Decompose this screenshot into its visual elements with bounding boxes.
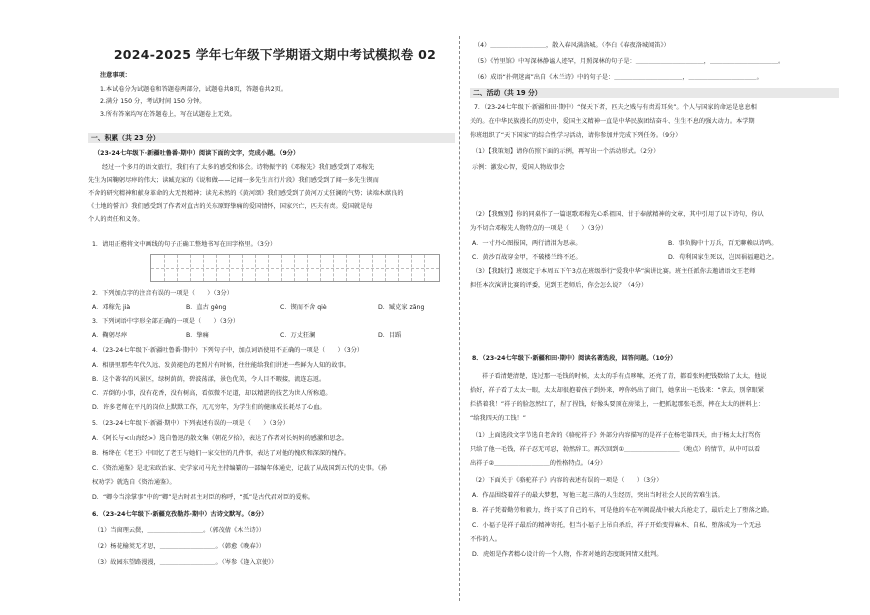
- q7-sub-2-line-1: （2）【我甄别】你的同桌作了一篇讴歌邓稼先心系祖国、甘于奉献精神的文章，其中引用了以下诗句，你认: [472, 211, 764, 218]
- grid-line: [398, 255, 399, 281]
- q5-option-d: D．“卿今当涂掌事”中的“卿”是古时君主对臣的称呼，“孤”是古代君对臣的爱称。: [92, 494, 314, 501]
- q8-option-c: C．小福子是祥子最后的精神寄托，但当小福子上吊自杀后，祥子开始变得麻木、自私、堕落成为一个无忌: [472, 522, 761, 529]
- q6-item-3: （3）故园东望路漫漫，＿＿＿＿＿＿＿＿＿。（岑参《逢入京使》）: [94, 559, 278, 566]
- q6-item-2: （2）杨花榆荚无才思，＿＿＿＿＿＿＿＿＿。（韩愈《晚春》）: [94, 543, 265, 550]
- passage-line-2: 先生为国鞠躬尽瘁的伟大；读臧克家的《说和做——记闻一多先生言行片段》我们感受到了闻一多先生锲而: [88, 177, 379, 184]
- q8-sub-1-line-3: 出祥子②＿＿＿＿＿＿＿＿＿的性格特点。（4分）: [470, 460, 607, 467]
- question-5: 5．（23-24七年级下·新疆·期中）下列表述有误的一项是（ ）（3分）: [92, 420, 289, 427]
- grid-line: [242, 255, 243, 281]
- notes-heading: 注意事项：: [100, 72, 131, 79]
- q7-option-d: D．苟利国家生死以，岂因祸福避趋之。: [668, 254, 778, 261]
- q8-sub-2: （2）下面关于《骆驼祥子》内容的表述有误的一项是（ ）（3分）: [472, 477, 663, 484]
- q7-option-a: A．一寸丹心图报国，两行清泪为思亲。: [472, 240, 582, 247]
- q2-option-b: B．直古 gèng: [186, 304, 227, 311]
- column-divider: [459, 36, 460, 601]
- q6-item-6: （6）成语“扑朔迷离”出自《木兰诗》中的句子是：＿＿＿＿＿＿＿＿＿＿＿，＿＿＿＿＿＿＿＿＿＿＿。: [474, 74, 763, 81]
- question-4: 4．（23-24七年级下·新疆吐鲁番·期中）下列句子中，加点词语使用不正确的一项是（ ）（3分）: [92, 347, 364, 354]
- grid-line: [385, 255, 386, 281]
- q7-option-b: B．事负胸中十万兵，百无聊赖以诗鸣。: [668, 240, 778, 247]
- q7-sub-2-line-2: 为不切合邓稼先人物特点的一项是（ ）（3分）: [470, 225, 607, 232]
- grid-line: [307, 255, 308, 281]
- grid-midline: [151, 268, 439, 269]
- q4-option-c: C．弄倒的小事，没有花香，没有树高，看似微不足道，却以精湛的技艺为世人所称道。: [92, 390, 332, 397]
- q7-sub-3-line-1: （3）【我践行】班级定于本周五下午3点在班级举行“爱我中华”演讲比赛。班主任派你去邀请语文王老师: [472, 268, 756, 275]
- grid-line: [177, 255, 178, 281]
- question-6: 6．（23-24七年级下·新疆克孜勒苏·期中）古诗文默写。（8分）: [92, 511, 268, 518]
- q5-option-c-cont: 权劝学》就选自《资治通鉴》。: [92, 479, 176, 486]
- q8-option-c-cont: 不作的人。: [470, 536, 501, 543]
- q8-passage-line-2: 拾好，祥子看了太太一眼，太太却很抱着孩子到外来，哼你妈出了窗门，她拿出一毛钱来：“拿去，别拿眼紧: [470, 387, 765, 394]
- grid-line: [320, 255, 321, 281]
- note-item-1: 1.本试卷分为试题卷和答题卷两部分，试题卷共8页，答题卷共2页。: [100, 86, 288, 93]
- grid-line: [255, 255, 256, 281]
- question-2: 2．下列加点字的注音有误的一项是（ ）（3分）: [92, 290, 233, 297]
- q2-option-a: A．邓稼先 jià: [92, 304, 131, 311]
- q3-option-b: B．挚痛: [186, 332, 209, 339]
- grid-line: [281, 255, 282, 281]
- q4-option-d: D．许多老师在平凡的岗位上默默工作，兀兀穷年，为学生们的健康成长耗尽了心血。: [92, 404, 326, 411]
- q8-sub-1-line-1: （1）上面选段文字节选自老舍的《骆驼祥子》外部分内容描写的是祥子在杨宅第四天，由于杨太太打骂伤: [472, 432, 761, 439]
- q3-option-c: C．万丈狂澜: [280, 332, 316, 339]
- question-3: 3．下列词语中字形全部正确的一项是（ ）（3分）: [92, 318, 240, 325]
- q6-item-5: （5）《竹里馆》中写深林静谧人迹罕，月照深林的句子是：＿＿＿＿＿＿＿＿＿＿＿，＿＿＿＿＿＿＿＿＿＿＿。: [474, 58, 785, 65]
- q8-passage-line-1: 祥子看清楚清楚，连过那一毛钱的时候，太太的手有点哆嗦，还亮了青，都看张妈把钱数给了太太，他说: [482, 373, 767, 380]
- q2-option-d: D．臧克家 zāng: [378, 304, 425, 311]
- passage-line-5: 个人的责任和义务。: [88, 216, 144, 223]
- passage-line-1: 经过一个多月的语文旅行，我们有了太多的感受和体会。诗物振宇的《邓稼先》我们感受到了邓稼先: [102, 164, 375, 171]
- q7-line-1: 7．（23-24七年级下·新疆和田·期中）“保天下者，匹夫之贱与有责焉耳矣”。个人与国家的命运是息息相: [474, 104, 757, 111]
- q3-option-d: D．目蹈: [378, 332, 402, 339]
- q6-item-1: （1）当窗理云鬓，＿＿＿＿＿＿＿＿＿。（郭茂倩《木兰诗》）: [94, 527, 265, 534]
- q4-option-a: A．相册里那些年代久远、发黄褪色的老照片有时候，往往能给我们讲述一些鲜为人知的故事。: [92, 362, 350, 369]
- q7-sub-1: （1）【我策划】请你仿照下面的示例，再写出一个活动形式。（2分）: [472, 148, 660, 155]
- passage-line-3: 不舍的研究精神和献身革命的大无畏精神；读光未然的《黄河颂》我们感受到了黄河万丈狂澜的气势；读端木蕻良的: [88, 190, 404, 197]
- grid-line: [268, 255, 269, 281]
- q5-option-c: C．《资治通鉴》是北宋政治家、史学家司马光主持编纂的一部编年体通史，记载了从战国到五代的史事。《孙: [92, 465, 388, 472]
- writing-grid[interactable]: [150, 254, 440, 282]
- q3-option-a: A．鞠躬尽瘁: [92, 332, 128, 339]
- grid-line: [346, 255, 347, 281]
- q4-option-b: B．这个著名的风景区，绿树荫荫，碧波荡漾，景色优美，令人目不暇接，流连忘返。: [92, 376, 326, 383]
- q8-option-b: B．祥子凭着勤劳和毅力，终于买了自己的车，可是他的车在军阀混战中被大兵抢走了，最后走上了堕落之路。: [472, 507, 774, 514]
- q8-passage-line-3: 拦搭着我！”祥子的脸忽然红了，捏了捏钱，好像头要顶在房梁上，一把抓起那张毛票，摔在太太的拼料上：: [470, 401, 765, 408]
- reading-question: （23-24七年级下·新疆吐鲁番·期中）阅读下面的文字，完成小题。（9分）: [94, 150, 300, 157]
- q8-passage-line-4: “给我四天的工钱！”: [470, 415, 526, 422]
- q8-sub-1-line-2: 只给了他一毛钱，祥子忍无可忍，勃然辞工。再次回到①＿＿＿＿＿＿＿＿＿（地点）的情节，从中可以看: [470, 446, 761, 453]
- grid-line: [333, 255, 334, 281]
- grid-line: [190, 255, 191, 281]
- q6-item-4: （4）＿＿＿＿＿＿＿＿＿，散入春风满洛城。（李白《春夜洛城闻笛》）: [474, 42, 670, 49]
- q7-line-3: 你班组织了“天下国家”的综合性学习活动，请你参加并完成下列任务。（9分）: [470, 132, 682, 139]
- passage-line-4: 《土地的誓言》我们感受到了作者对直古的关东原野挚痛的爱国情怀，国家兴亡，匹夫有责。爱国就是每: [88, 203, 373, 210]
- note-item-2: 2.满分 150 分，考试时间 150 分钟。: [100, 98, 206, 105]
- q7-sub-3-line-2: 担任本次演讲比赛的评委，见到王老师后，你会怎么说？（4分）: [470, 282, 648, 289]
- grid-line: [229, 255, 230, 281]
- grid-line: [294, 255, 295, 281]
- grid-line: [372, 255, 373, 281]
- q7-line-2: 关的。在中华民族漫长的历史中，爱国主义精神一直是中华民族团结奋斗、生生不息的强大动力。本学期: [470, 118, 755, 125]
- q8-option-a: A．作品围绕着祥子的最大梦想，写他三起三落的人生经历，突出当时社会人民的苦难生活。: [472, 492, 724, 499]
- q7-sub-1-example: 示例：激发心智，爱国人物故事会: [472, 164, 565, 171]
- q7-option-c: C．黄沙百战穿金甲，不破楼兰终不还。: [472, 254, 582, 261]
- grid-line: [216, 255, 217, 281]
- q8-option-d: D．虎妞是作者精心设计的一个人物，作者对她的态度既同情又批判。: [472, 551, 663, 558]
- grid-line: [203, 255, 204, 281]
- section-two-band: 二、活动（共 19 分）: [470, 88, 839, 98]
- grid-line: [164, 255, 165, 281]
- note-item-3: 3.所有答案均写在答题卷上，写在试题卷上无效。: [100, 111, 236, 118]
- grid-line: [411, 255, 412, 281]
- q5-option-b: B．杨绛在《老王》中回忆了老王与她们一家交往的几件事，表达了对他的愧疚和深深的愧作。: [92, 450, 350, 457]
- page-title: 2024-2025 学年七年级下学期语文期中考试模拟卷 02: [113, 47, 437, 62]
- grid-line: [424, 255, 425, 281]
- section-one-band: 一、积累（共 23 分）: [88, 133, 455, 143]
- q5-option-a: A．《阿长与<山海经>》选自鲁迅的散文集《朝花夕拾》，表达了作者对长妈妈的感激和思念。: [92, 435, 348, 442]
- question-8: 8．（23-24七年级下·新疆和田·期中）阅读名著选段，回答问题。（10分）: [472, 355, 677, 362]
- question-1: 1．请用正楷将文中画线的句子正确工整地书写在田字格里。（3分）: [92, 241, 277, 248]
- grid-line: [359, 255, 360, 281]
- q2-option-c: C．锲而不舍 qiè: [280, 304, 327, 311]
